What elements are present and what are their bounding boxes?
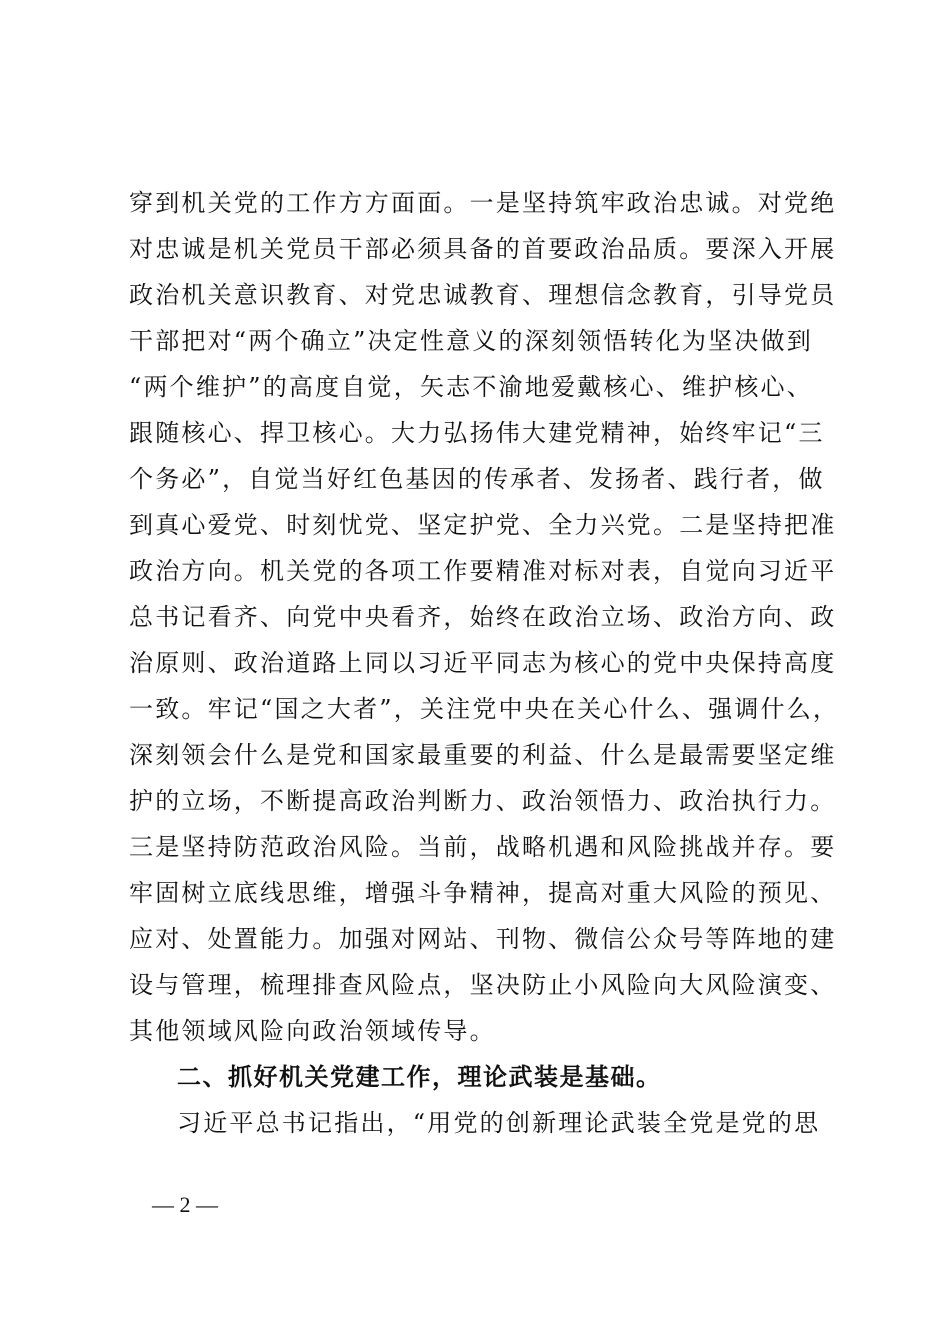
body-line: 牢固树立底线思维，增强斗争精神，提高对重大风险的预见、 [129, 879, 837, 907]
body-line: 设与管理，梳理排查风险点，坚决防止小风险向大风险演变、 [129, 971, 837, 999]
body-line: 一致。牢记“国之大者”，关注党中央在关心什么、强调什么， [129, 695, 840, 723]
body-line: 到真心爱党、时刻忧党、坚定护党、全力兴党。二是坚持把准 [129, 511, 837, 539]
paragraph-start-line: 习近平总书记指出，“用党的创新理论武装全党是党的思 [177, 1109, 821, 1137]
document-body [129, 180, 840, 1146]
section-heading: 二、抓好机关党建工作，理论武装是基础。 [177, 1063, 662, 1091]
body-line: 个务必”，自觉当好红色基因的传承者、发扬者、践行者，做 [129, 465, 825, 493]
body-line: 治原则、政治道路上同以习近平同志为核心的党中央保持高度 [129, 649, 837, 677]
body-line: 跟随核心、捍卫核心。大力弘扬伟大建党精神，始终牢记“三 [129, 419, 825, 447]
body-line: 穿到机关党的工作方方面面。一是坚持筑牢政治忠诚。对党绝 [129, 189, 837, 217]
body-line: 应对、处置能力。加强对网站、刊物、微信公众号等阵地的建 [129, 925, 837, 953]
body-line: 对忠诚是机关党员干部必须具备的首要政治品质。要深入开展 [129, 235, 837, 263]
body-line: 总书记看齐、向党中央看齐，始终在政治立场、政治方向、政 [129, 603, 837, 631]
body-line: 干部把对“两个确立”决定性意义的深刻领悟转化为坚决做到 [129, 327, 813, 355]
body-line: 政治方向。机关党的各项工作要精准对标对表，自觉向习近平 [129, 557, 837, 585]
body-line: 护的立场，不断提高政治判断力、政治领悟力、政治执行力。 [129, 787, 837, 815]
body-line: 三是坚持防范政治风险。当前，战略机遇和风险挑战并存。要 [129, 833, 837, 861]
page-number: — 2 — [152, 1192, 218, 1217]
body-line: 其他领域风险向政治领域传导。 [129, 1017, 496, 1045]
body-line: “两个维护”的高度自觉，矢志不渝地爱戴核心、维护核心、 [129, 373, 813, 401]
body-line: 政治机关意识教育、对党忠诚教育、理想信念教育，引导党员 [129, 281, 837, 309]
body-line: 深刻领会什么是党和国家最重要的利益、什么是最需要坚定维 [129, 741, 837, 769]
